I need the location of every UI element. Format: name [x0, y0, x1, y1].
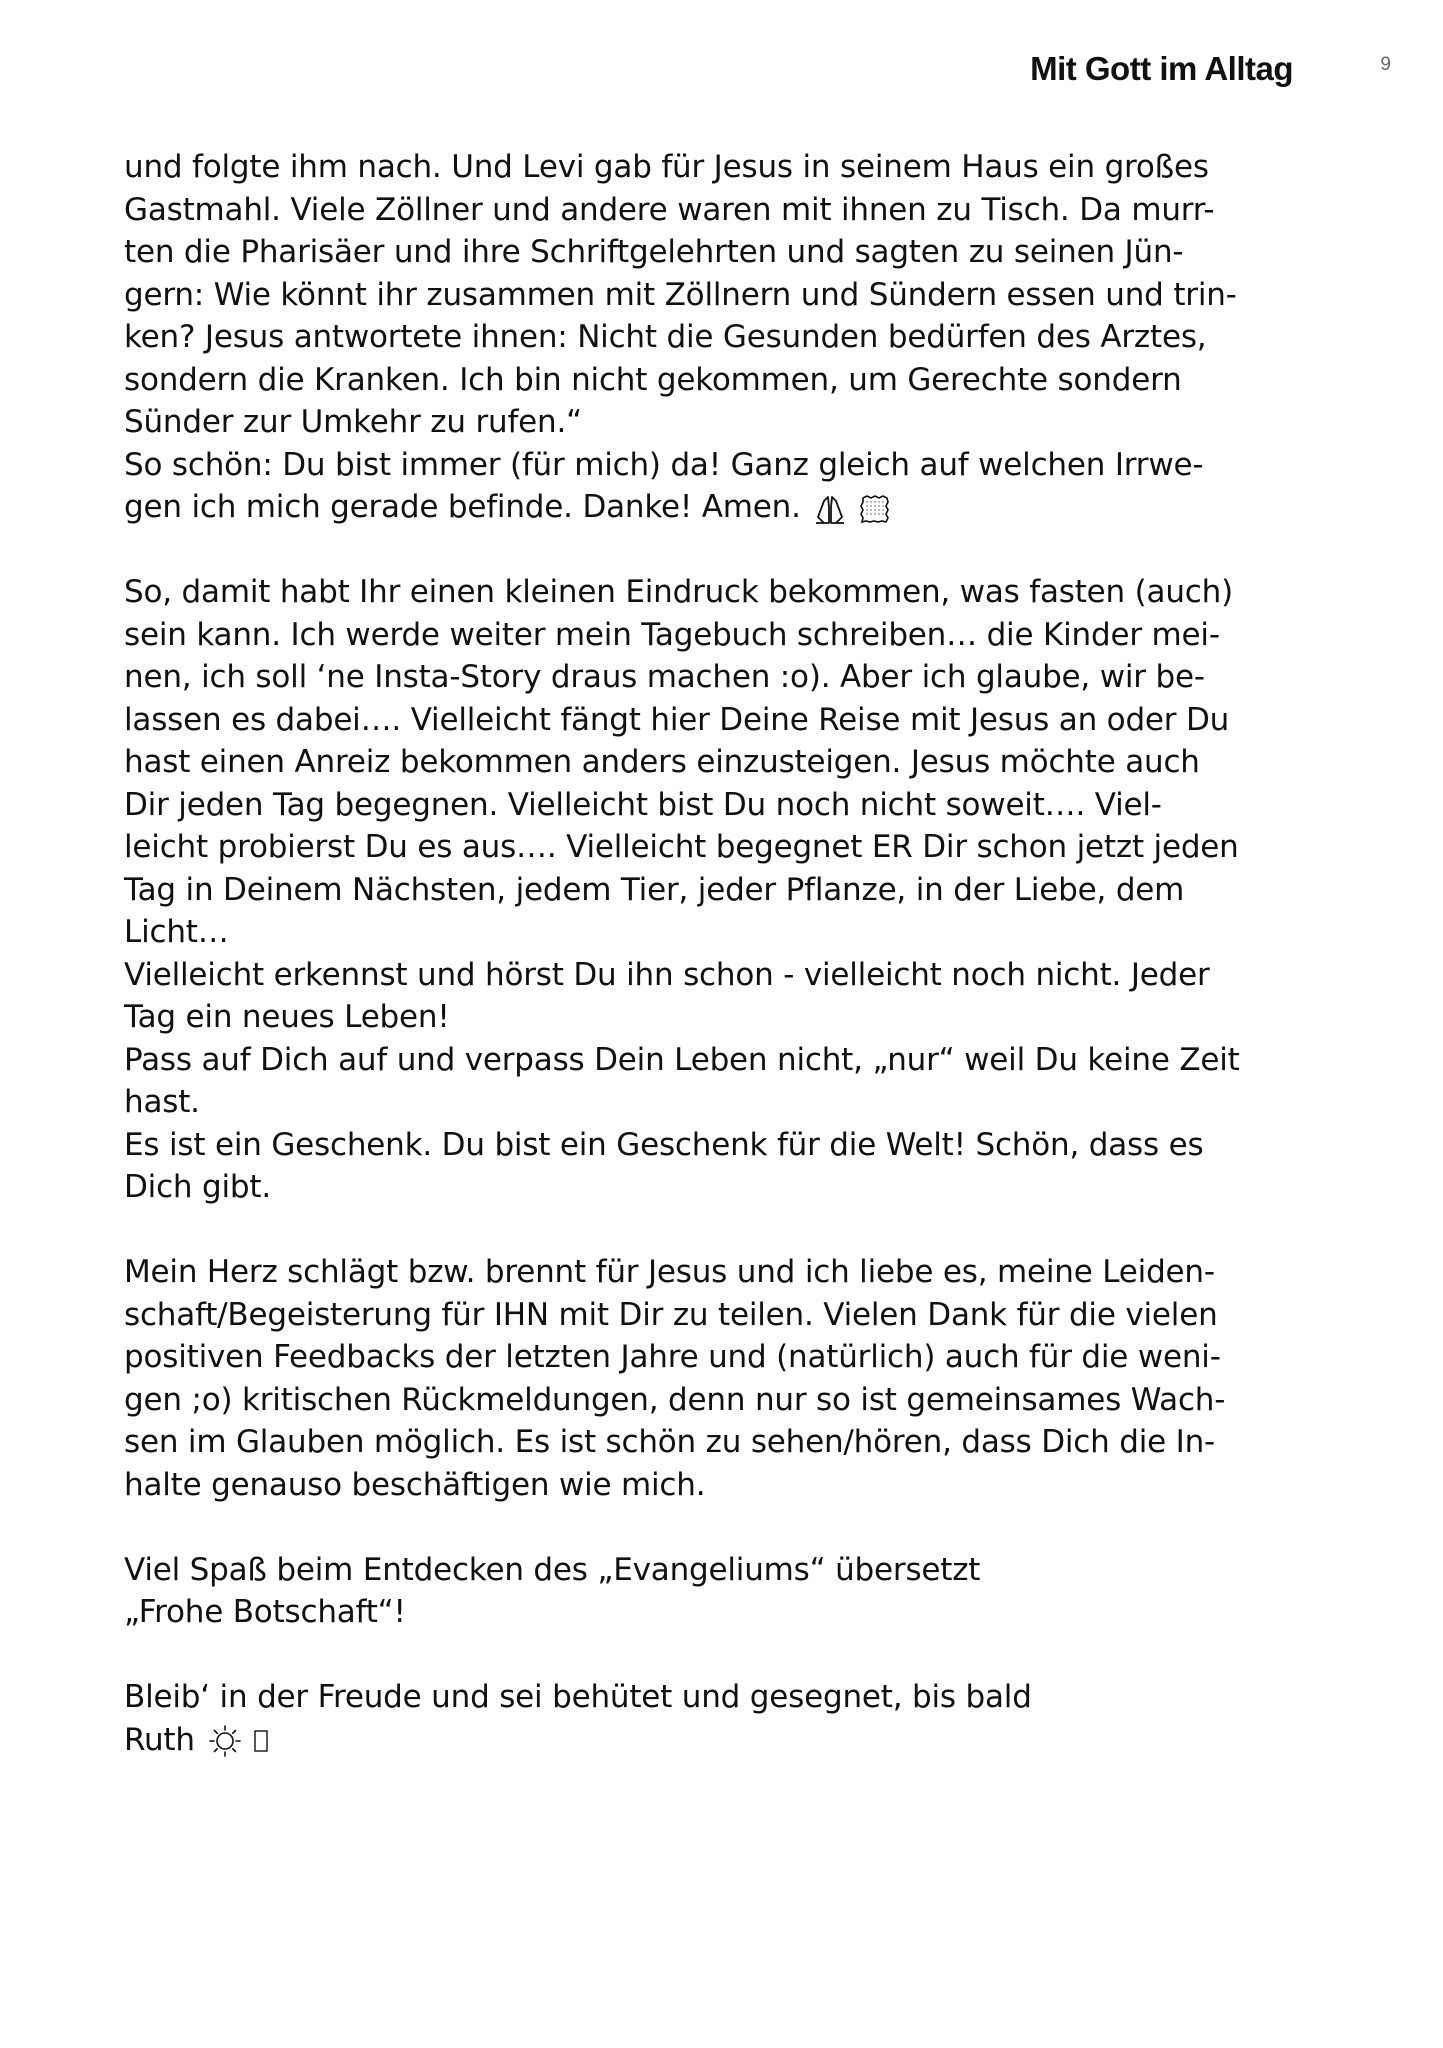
text-line: Vielleicht erkennst und hörst Du ihn schon - vielleicht noch nicht. Jeder: [124, 956, 1210, 993]
text-line: hast einen Anreiz bekommen anders einzusteigen. Jesus möchte auch: [124, 744, 1200, 780]
text-line: Tag ein neues Leben!: [124, 999, 450, 1035]
paragraph-gap: [124, 1634, 1354, 1677]
paragraph-5: [124, 1676, 1354, 1761]
text-line: „Frohe Botschaft“!: [124, 1594, 406, 1630]
text-line: leicht probierst Du es aus…. Vielleicht begegnet ER Dir schon jetzt jeden: [124, 829, 1239, 865]
text-line: gen ;o) kritischen Rückmeldungen, denn nur so ist gemeinsames Wach-: [124, 1381, 1226, 1418]
text-line: nen, ich soll ‘ne Insta-Story draus machen :o). Aber ich glaube, wir be-: [124, 659, 1205, 695]
signature-line: [124, 1719, 1354, 1762]
paragraph-gap: [124, 1506, 1354, 1549]
text-line: So schön: Du bist immer (für mich) da! Ganz gleich auf welchen Irrwe-: [124, 446, 1204, 483]
text-line: Bleib‘ in der Freude und sei behütet und gesegnet, bis bald: [124, 1679, 1032, 1715]
text-line: sondern die Kranken. Ich bin nicht gekommen, um Gerechte sondern: [124, 361, 1182, 398]
text-line: positiven Feedbacks der letzten Jahre und (natürlich) auch für die weni-: [124, 1339, 1221, 1375]
paragraph-2: [124, 571, 1354, 1209]
text-line: sein kann. Ich werde weiter mein Tagebuch schreiben… die Kinder mei-: [124, 616, 1220, 653]
text-line: schaft/Begeisterung für IHN mit Dir zu teilen. Vielen Dank für die vielen: [124, 1296, 1218, 1333]
paragraph-3: [124, 1251, 1354, 1506]
paragraph-1: [124, 146, 1354, 529]
sparkle-box-icon: [860, 494, 890, 524]
text-line: und folgte ihm nach. Und Levi gab für Jesus in seinem Haus ein großes: [124, 149, 1209, 185]
text-line: Sünder zur Umkehr zu rufen.“: [124, 404, 583, 440]
text-line: gern: Wie könnt ihr zusammen mit Zöllnern und Sündern essen und trin-: [124, 276, 1237, 313]
page-header-title: Mit Gott im Alltag: [1030, 50, 1293, 87]
text-line: lassen es dabei…. Vielleicht fängt hier Deine Reise mit Jesus an oder Du: [124, 701, 1230, 738]
text-line: Pass auf Dich auf und verpass Dein Leben nicht, „nur“ weil Du keine Zeit: [124, 1041, 1240, 1078]
text-line: halte genauso beschäftigen wie mich.: [124, 1466, 706, 1503]
text-line: Viel Spaß beim Entdecken des „Evangeliums“ übersetzt: [124, 1551, 981, 1588]
paragraph-4: [124, 1549, 1354, 1634]
text-line: ken? Jesus antwortete ihnen: Nicht die Gesunden bedürfen des Arztes,: [124, 319, 1207, 355]
text-line: gen ich mich gerade befinde. Danke! Amen.: [124, 489, 801, 525]
paragraph-gap: [124, 1209, 1354, 1252]
text-line: Es ist ein Geschenk. Du bist ein Geschenk für die Welt! Schön, dass es: [124, 1126, 1204, 1163]
page-number: 9: [1380, 54, 1391, 75]
text-line: So, damit habt Ihr einen kleinen Eindruck bekommen, was fasten (auch): [124, 574, 1233, 610]
text-line: Licht…: [124, 914, 229, 950]
text-line: Mein Herz schlägt bzw. brennt für Jesus und ich liebe es, meine Leiden-: [124, 1254, 1215, 1290]
text-line: Dich gibt.: [124, 1169, 272, 1205]
signature-name: Ruth: [124, 1721, 195, 1758]
text-line: ten die Pharisäer und ihre Schriftgelehrten und sagten zu seinen Jün-: [124, 234, 1184, 270]
text-line: Gastmahl. Viele Zöllner und andere waren mit ihnen zu Tisch. Da murr-: [124, 191, 1215, 228]
text-line: Dir jeden Tag begegnen. Vielleicht bist Du noch nicht soweit…. Viel-: [124, 786, 1162, 823]
missing-glyph-box-icon: [254, 1729, 268, 1753]
paragraph-gap: [124, 529, 1354, 572]
text-line: sen im Glauben möglich. Es ist schön zu sehen/hören, dass Dich die In-: [124, 1424, 1216, 1460]
text-line: Tag in Deinem Nächsten, jedem Tier, jeder Pflanze, in der Liebe, dem: [124, 871, 1185, 908]
document-body: [124, 146, 1354, 1761]
amen-line: [124, 486, 1354, 529]
praying-hands-icon: [814, 493, 846, 525]
text-line: hast.: [124, 1084, 200, 1120]
sun-icon: [208, 1724, 242, 1758]
